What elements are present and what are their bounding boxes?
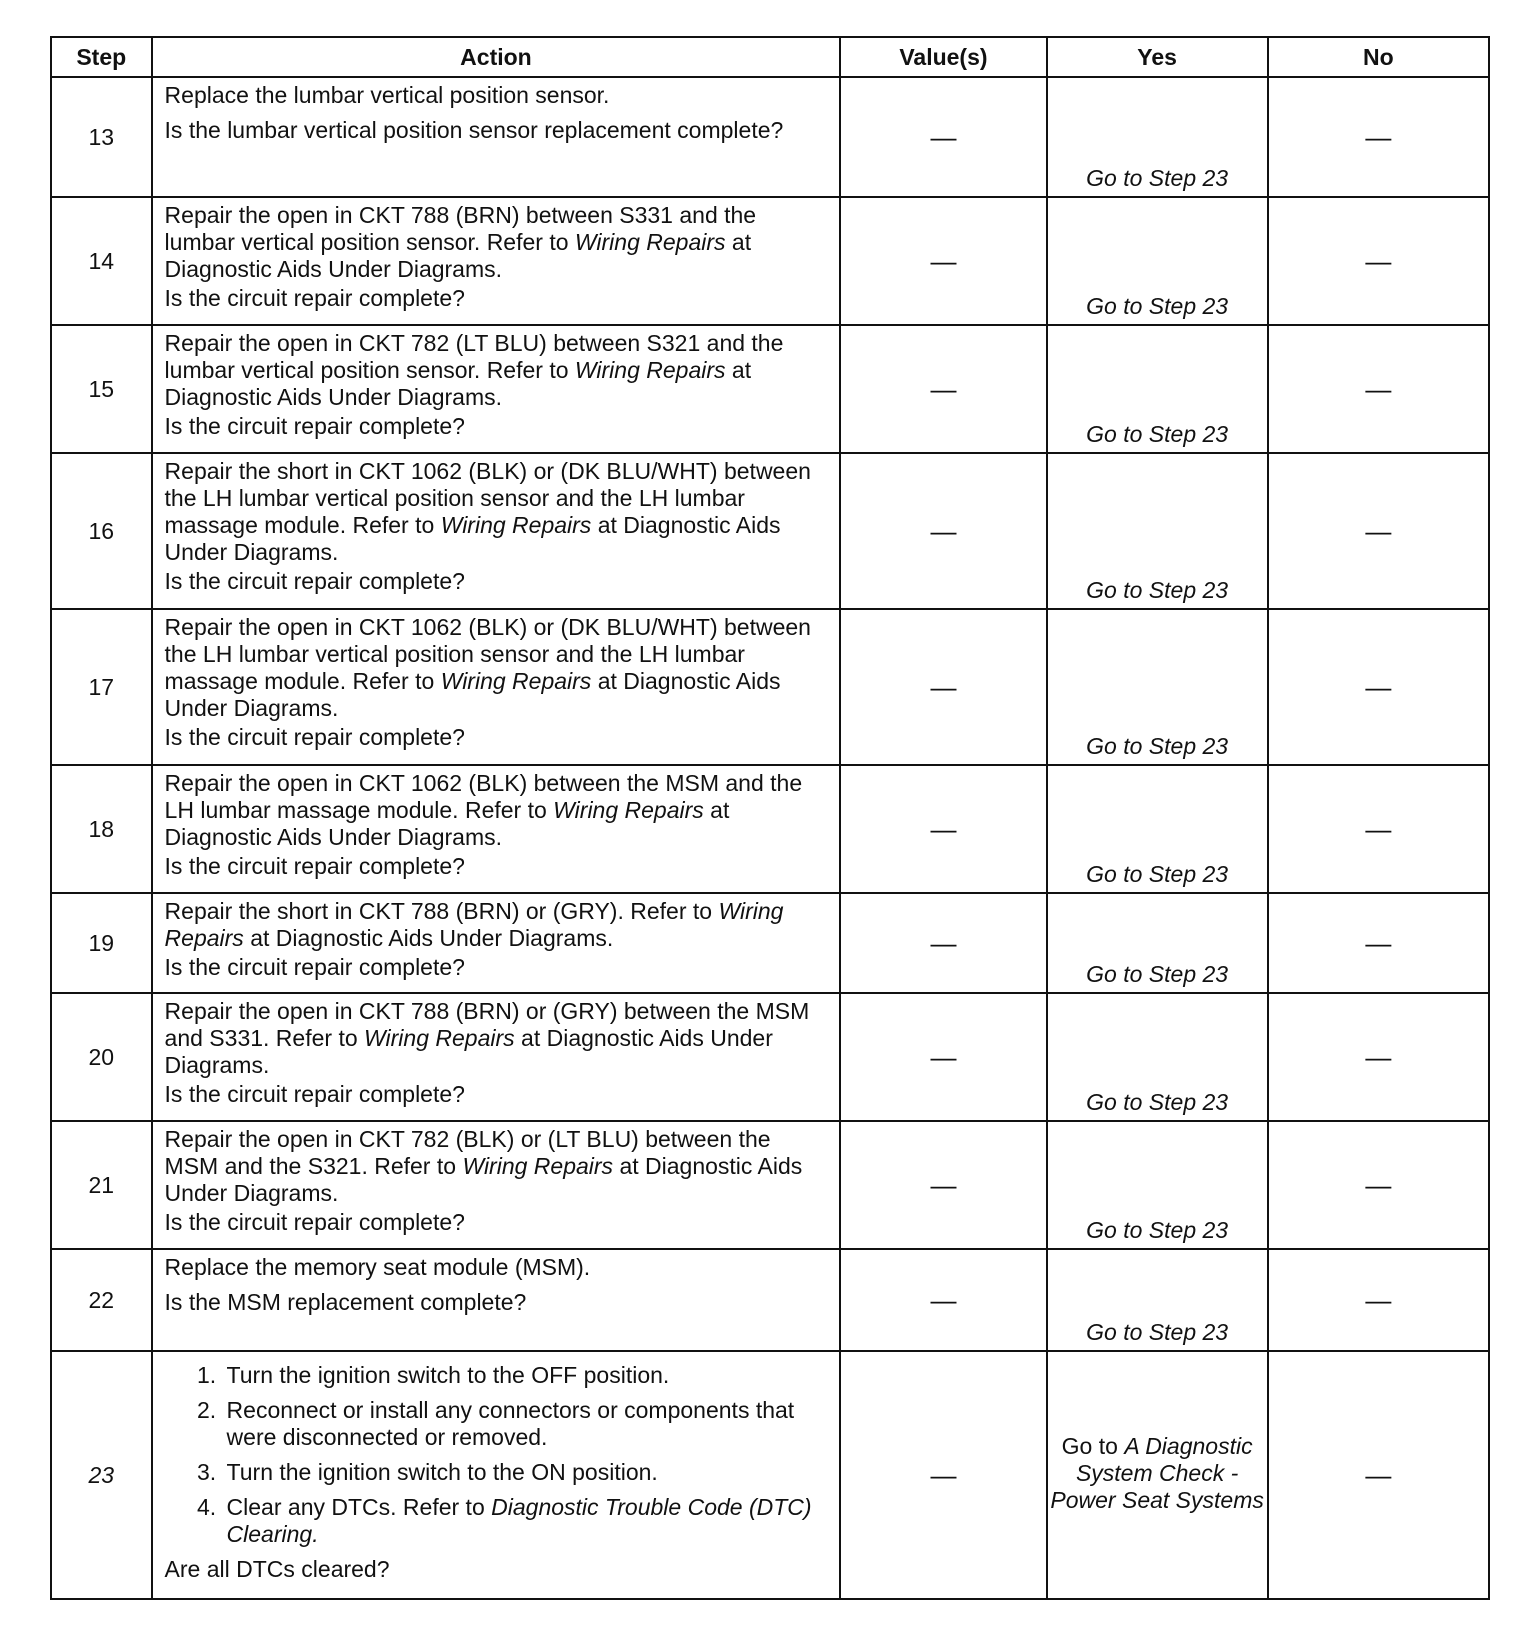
action-question: Is the circuit repair complete? <box>164 853 465 879</box>
action-text-lead: Repair the open in CKT 1062 (BLK) or (DK BLU/WHT) between the LH lumbar vertical position sensor and the LH lumbar massage module. Refer to <box>164 614 811 694</box>
no-cell: — <box>1268 1249 1489 1351</box>
step-number: 17 <box>51 609 152 765</box>
yes-cell: Go to Step 23 <box>1047 1249 1268 1351</box>
wiring-repairs-reference: Wiring Repairs <box>553 797 704 823</box>
list-item <box>223 1494 830 1548</box>
action-cell <box>152 765 841 893</box>
dtc-clearing-reference: Diagnostic Trouble Code (DTC) Clearing. <box>226 1494 812 1547</box>
table-row <box>51 325 1489 453</box>
no-cell: — <box>1268 765 1489 893</box>
no-cell: — <box>1268 893 1489 993</box>
action-text <box>165 330 830 411</box>
value-cell: — <box>840 893 1046 993</box>
action-question: Are all DTCs cleared? <box>164 1556 390 1582</box>
action-question: Is the circuit repair complete? <box>164 413 465 439</box>
value-cell: — <box>840 1249 1046 1351</box>
step-number: 19 <box>51 893 152 993</box>
table-row <box>51 1249 1489 1351</box>
action-text <box>165 770 830 851</box>
table-row <box>51 1351 1489 1599</box>
action-question: Is the lumbar vertical position sensor replacement complete? <box>164 117 784 143</box>
no-cell: — <box>1268 453 1489 609</box>
table-row <box>51 609 1489 765</box>
action-question: Is the MSM replacement complete? <box>164 1289 527 1315</box>
wiring-repairs-reference: Wiring Repairs <box>574 357 726 383</box>
value-cell: — <box>840 609 1046 765</box>
yes-cell: Go to Step 23 <box>1047 325 1268 453</box>
action-text-tail: at Diagnostic Aids Under Diagrams. <box>164 1153 803 1206</box>
action-text-tail: at Diagnostic Aids Under Diagrams. <box>164 1025 773 1078</box>
action-text-tail: at Diagnostic Aids Under Diagrams. <box>164 229 752 282</box>
header-step: Step <box>51 37 152 77</box>
value-cell: — <box>840 325 1046 453</box>
value-cell: — <box>840 993 1046 1121</box>
yes-cell <box>1047 1351 1268 1599</box>
step-number: 13 <box>51 77 152 197</box>
wiring-repairs-reference: Wiring Repairs <box>364 1025 515 1051</box>
no-cell: — <box>1268 609 1489 765</box>
action-question: Is the circuit repair complete? <box>164 568 465 594</box>
table-row <box>51 1121 1489 1249</box>
action-cell <box>152 993 841 1121</box>
action-cell <box>152 1249 841 1351</box>
value-cell: — <box>840 1121 1046 1249</box>
table-row <box>51 197 1489 325</box>
action-text <box>165 998 830 1079</box>
action-text: Replace the memory seat module (MSM). <box>164 1254 591 1280</box>
action-text-lead: Repair the open in CKT 1062 (BLK) between the MSM and the LH lumbar massage module. Refer to <box>164 770 803 823</box>
no-cell: — <box>1268 1121 1489 1249</box>
no-cell: — <box>1268 1351 1489 1599</box>
step-number: 20 <box>51 993 152 1121</box>
table-row <box>51 765 1489 893</box>
table-row <box>51 893 1489 993</box>
step-number: 14 <box>51 197 152 325</box>
action-text-lead: Repair the short in CKT 1062 (BLK) or (DK BLU/WHT) between the LH lumbar vertical position sensor and the LH lumbar massage module. Refer to <box>164 458 811 538</box>
header-row <box>51 37 1489 77</box>
action-text: Replace the lumbar vertical position sensor. <box>164 82 610 108</box>
action-text-lead: Repair the open in CKT 782 (LT BLU) between S321 and the lumbar vertical position sensor. Refer to <box>164 330 784 383</box>
action-cell <box>152 1351 841 1599</box>
action-question: Is the circuit repair complete? <box>164 285 465 311</box>
wiring-repairs-reference: Wiring Repairs <box>574 229 726 255</box>
header-action: Action <box>152 37 841 77</box>
action-text-tail: at Diagnostic Aids Under Diagrams. <box>164 668 781 721</box>
no-cell: — <box>1268 993 1489 1121</box>
list-item: 1. Turn the ignition switch to the OFF position. <box>223 1362 830 1389</box>
action-text <box>165 614 830 722</box>
system-check-reference: A Diagnostic System Check - Power Seat Systems <box>1050 1432 1264 1513</box>
value-cell: — <box>840 765 1046 893</box>
yes-cell: Go to Step 23 <box>1047 197 1268 325</box>
header-values: Value(s) <box>840 37 1046 77</box>
action-cell <box>152 325 841 453</box>
action-cell <box>152 197 841 325</box>
yes-prefix: Go to <box>1061 1432 1125 1459</box>
yes-cell: Go to Step 23 <box>1047 1121 1268 1249</box>
yes-cell: Go to Step 23 <box>1047 893 1268 993</box>
wiring-repairs-reference: Wiring Repairs <box>440 512 592 538</box>
value-cell: — <box>840 453 1046 609</box>
action-cell <box>152 1121 841 1249</box>
header-yes: Yes <box>1047 37 1268 77</box>
step-number: 22 <box>51 1249 152 1351</box>
wiring-repairs-reference: Wiring Repairs <box>462 1153 614 1179</box>
action-question: Is the circuit repair complete? <box>164 1209 465 1235</box>
header-no: No <box>1268 37 1489 77</box>
action-cell <box>152 893 841 993</box>
action-text <box>165 202 830 283</box>
action-text-tail: at Diagnostic Aids Under Diagrams. <box>164 357 752 410</box>
step-number: 16 <box>51 453 152 609</box>
no-cell: — <box>1268 77 1489 197</box>
list-item: 3. Turn the ignition switch to the ON position. <box>223 1459 830 1486</box>
wiring-repairs-reference: Wiring Repairs <box>440 668 592 694</box>
step-number: 23 <box>51 1351 152 1599</box>
wiring-repairs-reference: Wiring Repairs <box>164 898 784 951</box>
action-text-lead: Repair the open in CKT 788 (BRN) or (GRY) between the MSM and S331. Refer to <box>164 998 810 1051</box>
action-text-lead: Repair the open in CKT 782 (BLK) or (LT BLU) between the MSM and the S321. Refer to <box>164 1126 771 1179</box>
table-row <box>51 77 1489 197</box>
diagnostic-table <box>50 36 1490 1600</box>
action-cell <box>152 453 841 609</box>
action-cell <box>152 77 841 197</box>
action-question: Is the circuit repair complete? <box>164 724 465 750</box>
action-cell <box>152 609 841 765</box>
action-text-lead: Repair the open in CKT 788 (BRN) between S331 and the lumbar vertical position sensor. Refer to <box>164 202 757 255</box>
yes-cell: Go to Step 23 <box>1047 77 1268 197</box>
table-row <box>51 453 1489 609</box>
no-cell: — <box>1268 325 1489 453</box>
action-text-tail: at Diagnostic Aids Under Diagrams. <box>243 925 614 951</box>
yes-cell: Go to Step 23 <box>1047 453 1268 609</box>
action-text <box>165 898 830 952</box>
action-text-tail: at Diagnostic Aids Under Diagrams. <box>164 797 730 850</box>
action-text <box>165 1126 830 1207</box>
list-item: 2. Reconnect or install any connectors or components that were disconnected or removed. <box>223 1397 830 1451</box>
action-question: Is the circuit repair complete? <box>164 954 465 980</box>
procedure-list <box>165 1362 830 1548</box>
no-cell: — <box>1268 197 1489 325</box>
action-text-tail: at Diagnostic Aids Under Diagrams. <box>164 512 781 565</box>
action-text <box>165 458 830 566</box>
value-cell: — <box>840 197 1046 325</box>
yes-cell: Go to Step 23 <box>1047 993 1268 1121</box>
step-number: 18 <box>51 765 152 893</box>
yes-cell: Go to Step 23 <box>1047 765 1268 893</box>
list-item-text: Clear any DTCs. Refer to <box>226 1494 492 1520</box>
table-row <box>51 993 1489 1121</box>
action-question: Is the circuit repair complete? <box>164 1081 465 1107</box>
step-number: 15 <box>51 325 152 453</box>
value-cell: — <box>840 1351 1046 1599</box>
yes-cell: Go to Step 23 <box>1047 609 1268 765</box>
step-number: 21 <box>51 1121 152 1249</box>
action-text-lead: Repair the short in CKT 788 (BRN) or (GRY). Refer to <box>164 898 719 924</box>
value-cell: — <box>840 77 1046 197</box>
